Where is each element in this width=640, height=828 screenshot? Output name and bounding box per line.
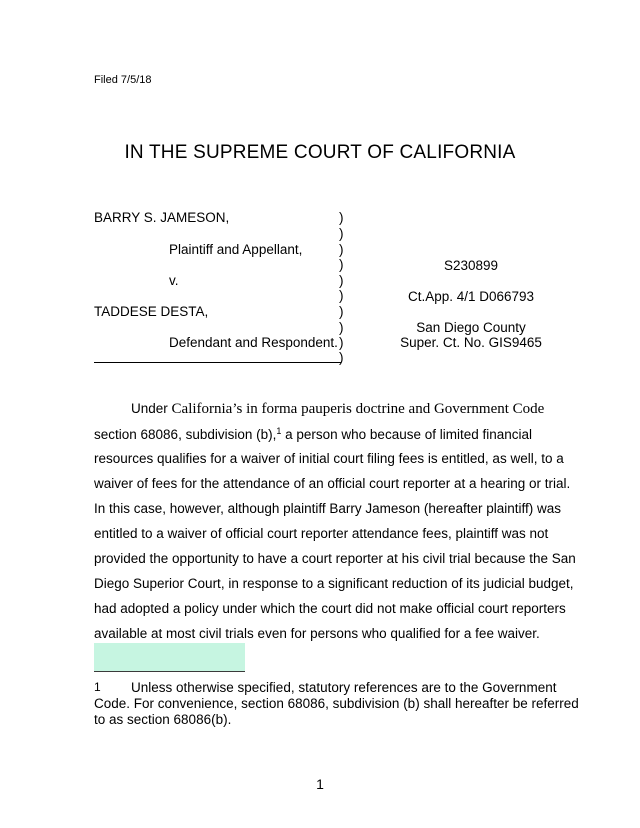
caption-paren: ) [339,335,344,350]
page-number: 1 [316,776,324,792]
body-line: In this case, however, although plaintiff Barry Jameson (hereafter plaintiff) was [94,501,561,516]
footnote-ref[interactable]: 1 [276,426,282,436]
footnote-number: 1 [94,680,101,694]
body-line: had adopted a policy under which the court did not make official court reporters [94,601,566,616]
body-line: provided the opportunity to have a court reporter at his civil trial because the San [94,551,576,566]
defendant-role: Defendant and Respondent. [169,335,338,350]
filed-date: Filed 7/5/18 [94,74,152,86]
caption-paren: ) [339,226,344,241]
footnote-line: to as section 68086(b). [94,712,232,727]
body-line: waiver of fees for the attendance of an official court reporter at a hearing or trial. [94,476,571,491]
body-line: entitled to a waiver of official court reporter attendance fees, plaintiff was not [94,526,549,541]
county: San Diego County [416,320,526,335]
caption-paren: ) [339,210,344,225]
footnote-line: Unless otherwise specified, statutory references are to the Government [131,680,557,695]
superior-court-number: Super. Ct. No. GIS9465 [400,335,542,350]
court-of-appeal-number: Ct.App. 4/1 D066793 [407,289,535,304]
footnote-separator [94,643,245,672]
body-line: Under California’s in forma pauperis doctrine and Government Code [131,401,545,417]
caption-paren: ) [339,288,344,303]
body-line: resources qualifies for a waiver of initial court filing fees is entitled, as well, to a [94,451,564,466]
body-line: Diego Superior Court, in response to a significant reduction of its judicial budget, [94,576,574,591]
court-title: IN THE SUPREME COURT OF CALIFORNIA [124,142,516,163]
caption-paren: ) [339,320,344,335]
body-line: available at most civil trials even for persons who qualified for a fee waiver. [94,626,540,641]
caption-paren: ) [339,350,344,365]
case-number: S230899 [443,258,499,273]
body-line: section 68086, subdivision (b),$^1$ a person who because of limited financial [94,426,533,442]
caption-paren: ) [339,273,344,288]
plaintiff-role: Plaintiff and Appellant, [169,242,303,257]
defendant-name: TADDESE DESTA, [94,304,209,319]
plaintiff-name: BARRY S. JAMESON, [94,210,230,225]
versus: v. [169,273,179,288]
caption-paren: ) [339,304,344,319]
caption-paren: ) [339,257,344,272]
caption-underline [94,362,341,363]
footnote-line: Code. For convenience, section 68086, subdivision (b) shall hereafter be referred [94,696,579,711]
caption-paren: ) [339,242,344,257]
